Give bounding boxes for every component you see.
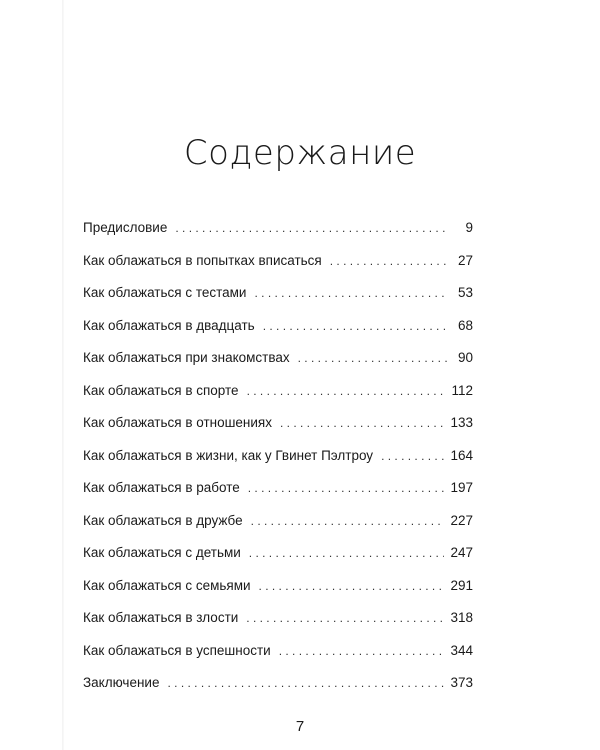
toc-entry-preface [83, 220, 473, 253]
dot-leader [167, 676, 444, 690]
dot-leader [279, 644, 445, 658]
toc-entry [83, 415, 473, 448]
toc-entry-label: Как облажаться в работе [83, 480, 240, 495]
toc-entry [83, 545, 473, 578]
dot-leader [259, 579, 445, 593]
toc-entry-label: Как облажаться в попытках вписаться [83, 252, 322, 268]
dot-leader [246, 611, 444, 625]
toc-entry-conclusion [83, 675, 473, 708]
toc-entry [83, 643, 473, 676]
table-of-contents [83, 220, 473, 708]
toc-entry-page: 164 [450, 447, 473, 463]
dot-leader [263, 319, 447, 333]
toc-entry-label: Как облажаться при знакомствах [83, 350, 290, 365]
dot-leader [249, 546, 445, 560]
dot-leader [254, 286, 447, 300]
toc-entry [83, 578, 473, 611]
toc-entry-page: 27 [457, 252, 473, 268]
dot-leader [280, 416, 444, 430]
toc-entry [83, 285, 473, 318]
toc-entry-label: Как облажаться в двадцать [83, 317, 255, 333]
dot-leader [330, 254, 447, 268]
page-edge [62, 0, 64, 750]
toc-entry-page: 247 [450, 545, 473, 560]
toc-entry [83, 383, 473, 416]
toc-entry-label: Заключение [83, 675, 160, 690]
toc-entry [83, 253, 473, 286]
toc-entry-label: Как облажаться в жизни, как у Гвинет Пэлтроу [83, 447, 374, 463]
toc-entry-page: 197 [450, 480, 473, 495]
dot-leader [298, 351, 447, 365]
toc-entry [83, 480, 473, 513]
toc-entry-page: 373 [450, 675, 473, 690]
toc-entry-label: Как облажаться в отношениях [83, 415, 272, 430]
toc-entry-label: Как облажаться в спорте [83, 382, 239, 398]
toc-entry-label: Предисловие [83, 220, 168, 235]
toc-entry-label: Как облажаться с тестами [83, 285, 247, 300]
toc-entry-page: 291 [450, 577, 473, 593]
toc-entry-page: 9 [465, 220, 473, 235]
toc-entry-label: Как облажаться с детьми [83, 545, 241, 560]
dot-leader [248, 481, 445, 495]
dot-leader [175, 221, 447, 235]
toc-entry-page: 112 [451, 382, 473, 398]
toc-entry [83, 448, 473, 481]
toc-entry-page: 90 [457, 350, 473, 365]
dot-leader [381, 449, 444, 463]
toc-entry-page: 227 [450, 512, 473, 528]
toc-entry-page: 344 [450, 642, 473, 658]
toc-entry [83, 610, 473, 643]
toc-entry [83, 318, 473, 351]
toc-entry-page: 53 [457, 285, 473, 300]
page-title: Содержание [183, 132, 417, 173]
toc-entry [83, 350, 473, 383]
toc-entry-page: 133 [450, 415, 473, 430]
toc-entry-label: Как облажаться в дружбе [83, 512, 243, 528]
dot-leader [247, 384, 446, 398]
toc-entry [83, 513, 473, 546]
dot-leader [251, 514, 445, 528]
toc-entry-label: Как облажаться в злости [83, 610, 239, 625]
toc-entry-label: Как облажаться с семьями [83, 577, 251, 593]
toc-entry-page: 68 [457, 317, 473, 333]
toc-entry-label: Как облажаться в успешности [83, 642, 271, 658]
page-number: 7 [295, 718, 305, 735]
toc-entry-page: 318 [450, 610, 473, 625]
